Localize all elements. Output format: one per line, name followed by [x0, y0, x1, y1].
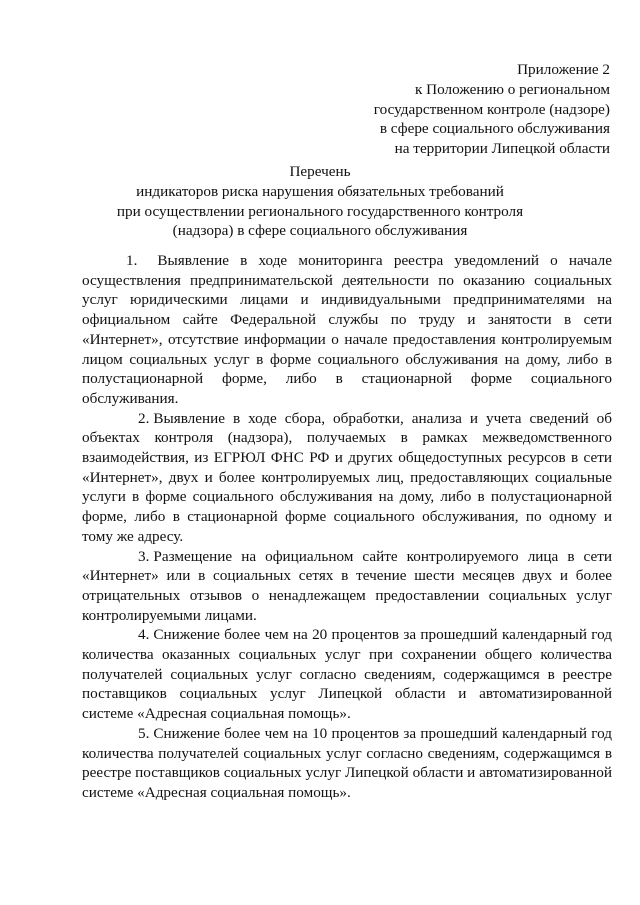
appendix-line: государственном контроле (надзоре) — [373, 100, 610, 118]
title-subtitle-line: при осуществлении регионального государственного контроля — [116, 202, 524, 220]
appendix-line: в сфере социального обслуживания — [379, 120, 610, 138]
appendix-line: к Положению о региональном — [415, 80, 610, 98]
indicator-list — [82, 251, 612, 803]
appendix-line: Приложение 2 — [517, 61, 610, 78]
list-item — [82, 409, 612, 547]
item-text: Размещение на официальном сайте контролируемого лица в сети «Интернет» или в социальных сетях в течение шести месяцев двух и более отрицательных отзывов о ненадлежащем предоставлении социальных услуг контролируемыми лицами. — [82, 547, 612, 624]
item-number: 5. — [138, 724, 150, 742]
list-item — [82, 251, 612, 409]
title-subtitle-line: (надзора) в сфере социального обслуживания — [172, 222, 468, 240]
title-subtitle-line: индикаторов риска нарушения обязательных требований — [136, 182, 504, 200]
title-heading: Перечень — [289, 163, 351, 180]
item-text: Снижение более чем на 10 процентов за прошедший календарный год количества получателей социальных услуг согласно сведениям, содержащимся в реестре поставщиков социальных услуг Липецкой области и автоматизированной системе «Адресная социальная помощь». — [82, 724, 612, 801]
appendix-line: на территории Липецкой области — [394, 140, 610, 158]
list-item — [82, 724, 612, 803]
item-text: Выявление в ходе сбора, обработки, анализа и учета сведений об объектах контроля (надзора), получаемых в рамках межведомственного взаимодействия, из ЕГРЮЛ ФНС РФ и других общедоступных ресурсов в сети «Интернет», двух и более контролируемых лиц, предоставляющих социальные услуги в форме социального обслуживания на дому, либо в полустационарной форме, либо в стационарной форме социального обслуживания, по одному и тому же адресу. — [82, 409, 612, 545]
list-item — [82, 547, 612, 626]
appendix-header — [310, 60, 610, 159]
list-item — [82, 625, 612, 724]
item-text: Выявление в ходе мониторинга реестра уведомлений о начале осуществления предпринимательской деятельности по оказанию социальных услуг юридическими лицами и индивидуальными предпринимателями на официальном сайте Федеральной службы по труду и занятости в сети «Интернет», отсутствие информации о начале предоставления контролируемым лицом социальных услуг в форме социального обслуживания на дому, либо в полустационарной форме, либо в стационарной форме социального обслуживания. — [82, 252, 612, 407]
item-number: 3. — [138, 547, 150, 565]
document-title — [80, 162, 560, 241]
item-number: 4. — [138, 626, 150, 644]
item-number: 1. — [126, 252, 138, 269]
item-text: Снижение более чем на 20 процентов за прошедший календарный год количества оказанных социальных услуг при сохранении общего количества получателей социальных услуг согласно сведениям, содержащимся в реестре поставщиков социальных услуг Липецкой области и автоматизированной системе «Адресная социальная помощь». — [82, 626, 612, 723]
item-number: 2. — [138, 409, 150, 427]
